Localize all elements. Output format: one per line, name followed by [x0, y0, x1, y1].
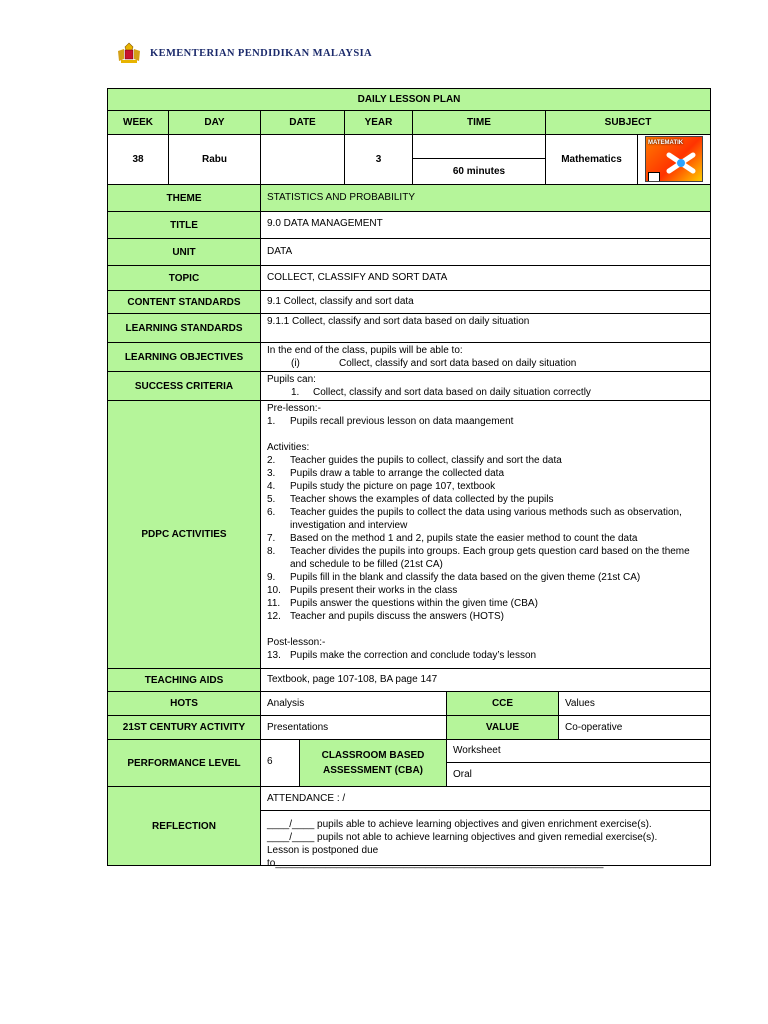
pdpc-list-item: [267, 467, 704, 480]
col-date: DATE: [260, 110, 345, 135]
pdpc-list-item: [267, 506, 704, 532]
day-value: Rabu: [168, 134, 261, 185]
pdpc-list-item: [267, 571, 704, 584]
col-subject: SUBJECT: [545, 110, 711, 135]
cba-worksheet: Worksheet: [446, 739, 711, 763]
success-criteria-label: SUCCESS CRITERIA: [107, 371, 261, 401]
pdpc-item-text: Teacher guides the pupils to collect the data using various methods such as observation, investigation and interview: [290, 507, 682, 531]
title-label: TITLE: [107, 211, 261, 239]
col-week: WEEK: [107, 110, 169, 135]
time-top: [412, 134, 546, 159]
pdpc-item-number: 2.: [267, 455, 276, 466]
pdpc-post-list: [267, 649, 704, 662]
cba-oral: Oral: [446, 762, 711, 787]
content-standards-label: CONTENT STANDARDS: [107, 290, 261, 314]
success-criteria-item: [267, 386, 704, 399]
reflection-notes: [260, 810, 711, 869]
pdpc-item-text: Pupils answer the questions within the given time (CBA): [290, 598, 538, 609]
pdpc-list-item: [267, 454, 704, 467]
pdpc-item-text: Pupils fill in the blank and classify the data based on the given theme (21st CA): [290, 572, 641, 583]
textbook-cover-badge: [648, 172, 660, 182]
unit-value: DATA: [260, 238, 711, 266]
pdpc-item-number: 1.: [267, 416, 276, 427]
reflection-line-postponed: Lesson is postponed due to___________________________________________________________: [267, 845, 604, 869]
malaysia-crest-icon: [116, 41, 142, 65]
teaching-aids-value: Textbook, page 107-108, BA page 147: [260, 668, 711, 692]
year-value: 3: [344, 134, 413, 185]
teaching-aids-label: TEACHING AIDS: [107, 668, 261, 692]
learning-objectives-text: Collect, classify and sort data based on daily situation: [339, 358, 577, 369]
subject-value: Mathematics: [545, 134, 638, 185]
pdpc-item-text: Teacher guides the pupils to collect, classify and sort the data: [290, 455, 562, 466]
value-value: Co-operative: [558, 715, 711, 740]
pdpc-item-text: Teacher and pupils discuss the answers (HOTS): [290, 611, 504, 622]
pdpc-item-text: Teacher divides the pupils into groups. Each group gets question card based on the theme and schedule to be filled (21st CA): [290, 546, 690, 570]
pdpc-list-item: [267, 493, 704, 506]
success-criteria-intro: Pupils can:: [267, 374, 316, 385]
topic-value: COLLECT, CLASSIFY AND SORT DATA: [260, 265, 711, 291]
cce-label: CCE: [446, 691, 559, 716]
cba-label: CLASSROOM BASED ASSESSMENT (CBA): [299, 739, 447, 787]
pdpc-item-number: 4.: [267, 481, 276, 492]
pdpc-activities-heading: Activities:: [267, 442, 310, 453]
reflection-attendance: ATTENDANCE : /: [260, 786, 711, 811]
col-year: YEAR: [344, 110, 413, 135]
performance-level-label: PERFORMANCE LEVEL: [107, 739, 261, 787]
century-activity-label: 21ST CENTURY ACTIVITY: [107, 715, 261, 740]
col-day: DAY: [168, 110, 261, 135]
pdpc-item-number: 12.: [267, 611, 281, 622]
pdpc-item-number: 10.: [267, 585, 281, 596]
learning-objectives-item: [267, 357, 704, 370]
pdpc-list-item: [267, 415, 704, 428]
performance-level-value: 6: [260, 739, 300, 787]
hots-value: Analysis: [260, 691, 447, 716]
pdpc-list-item: [267, 649, 704, 662]
hots-label: HOTS: [107, 691, 261, 716]
pdpc-pre-list: [267, 415, 704, 428]
pdpc-list-item: [267, 584, 704, 597]
pdpc-item-number: 3.: [267, 468, 276, 479]
success-criteria-text: Collect, classify and sort data based on daily situation correctly: [313, 387, 591, 398]
value-label: VALUE: [446, 715, 559, 740]
learning-standards-value: 9.1.1 Collect, classify and sort data based on daily situation: [260, 313, 711, 343]
pdpc-list-item: [267, 532, 704, 545]
pdpc-item-text: Pupils study the picture on page 107, textbook: [290, 481, 496, 492]
century-activity-value: Presentations: [260, 715, 447, 740]
week-value: 38: [107, 134, 169, 185]
ministry-name: KEMENTERIAN PENDIDIKAN MALAYSIA: [150, 47, 373, 59]
pdpc-item-text: Pupils draw a table to arrange the collected data: [290, 468, 505, 479]
learning-objectives-content: [260, 342, 711, 372]
time-duration: 60 minutes: [412, 158, 546, 185]
pdpc-item-number: 13.: [267, 650, 281, 661]
topic-label: TOPIC: [107, 265, 261, 291]
content-standards-value: 9.1 Collect, classify and sort data: [260, 290, 711, 314]
pdpc-item-text: Based on the method 1 and 2, pupils state the easier method to count the data: [290, 533, 638, 544]
reflection-line-enrichment: ____/____ pupils able to achieve learning objectives and given enrichment exercise(s).: [267, 819, 652, 830]
theme-value: STATISTICS AND PROBABILITY: [260, 184, 711, 212]
unit-label: UNIT: [107, 238, 261, 266]
learning-objectives-label: LEARNING OBJECTIVES: [107, 342, 261, 372]
title-value: 9.0 DATA MANAGEMENT: [260, 211, 711, 239]
cce-value: Values: [558, 691, 711, 716]
textbook-cover-title: MATEMATIK: [648, 140, 684, 146]
pdpc-label: PDPC ACTIVITIES: [107, 400, 261, 669]
pdpc-item-text: Pupils make the correction and conclude today’s lesson: [290, 650, 537, 661]
theme-label: THEME: [107, 184, 261, 212]
pdpc-list-item: [267, 597, 704, 610]
pdpc-item-number: 9.: [267, 572, 276, 583]
pdpc-item-text: Pupils present their works in the class: [290, 585, 458, 596]
pdpc-item-text: Teacher shows the examples of data collected by the pupils: [290, 494, 554, 505]
pdpc-item-number: 5.: [267, 494, 276, 505]
learning-objectives-marker: (i): [291, 358, 300, 369]
pdpc-list-item: [267, 610, 704, 623]
pdpc-list-item: [267, 545, 704, 571]
pdpc-post-heading: Post-lesson:-: [267, 637, 326, 648]
pdpc-item-text: Pupils recall previous lesson on data maangement: [290, 416, 514, 427]
ministry-header: [116, 40, 372, 66]
pdpc-item-number: 7.: [267, 533, 276, 544]
pdpc-pre-heading: Pre-lesson:-: [267, 403, 321, 414]
date-value: [260, 134, 345, 185]
pdpc-activities-list: [267, 454, 704, 623]
col-time: TIME: [412, 110, 546, 135]
textbook-cover-graphic: [666, 151, 696, 175]
pdpc-content: [260, 400, 711, 669]
reflection-line-remedial: ____/____ pupils not able to achieve learning objectives and given remedial exercise(s).: [267, 832, 658, 843]
plan-title: DAILY LESSON PLAN: [107, 88, 711, 111]
reflection-label: REFLECTION: [107, 786, 261, 866]
learning-standards-label: LEARNING STANDARDS: [107, 313, 261, 343]
textbook-cover-image: [645, 136, 703, 182]
success-criteria-content: [260, 371, 711, 401]
pdpc-item-number: 11.: [267, 598, 281, 609]
pdpc-list-item: [267, 480, 704, 493]
success-criteria-marker: 1.: [291, 387, 300, 398]
pdpc-item-number: 8.: [267, 546, 276, 557]
pdpc-item-number: 6.: [267, 507, 276, 518]
learning-objectives-intro: In the end of the class, pupils will be able to:: [267, 345, 463, 356]
